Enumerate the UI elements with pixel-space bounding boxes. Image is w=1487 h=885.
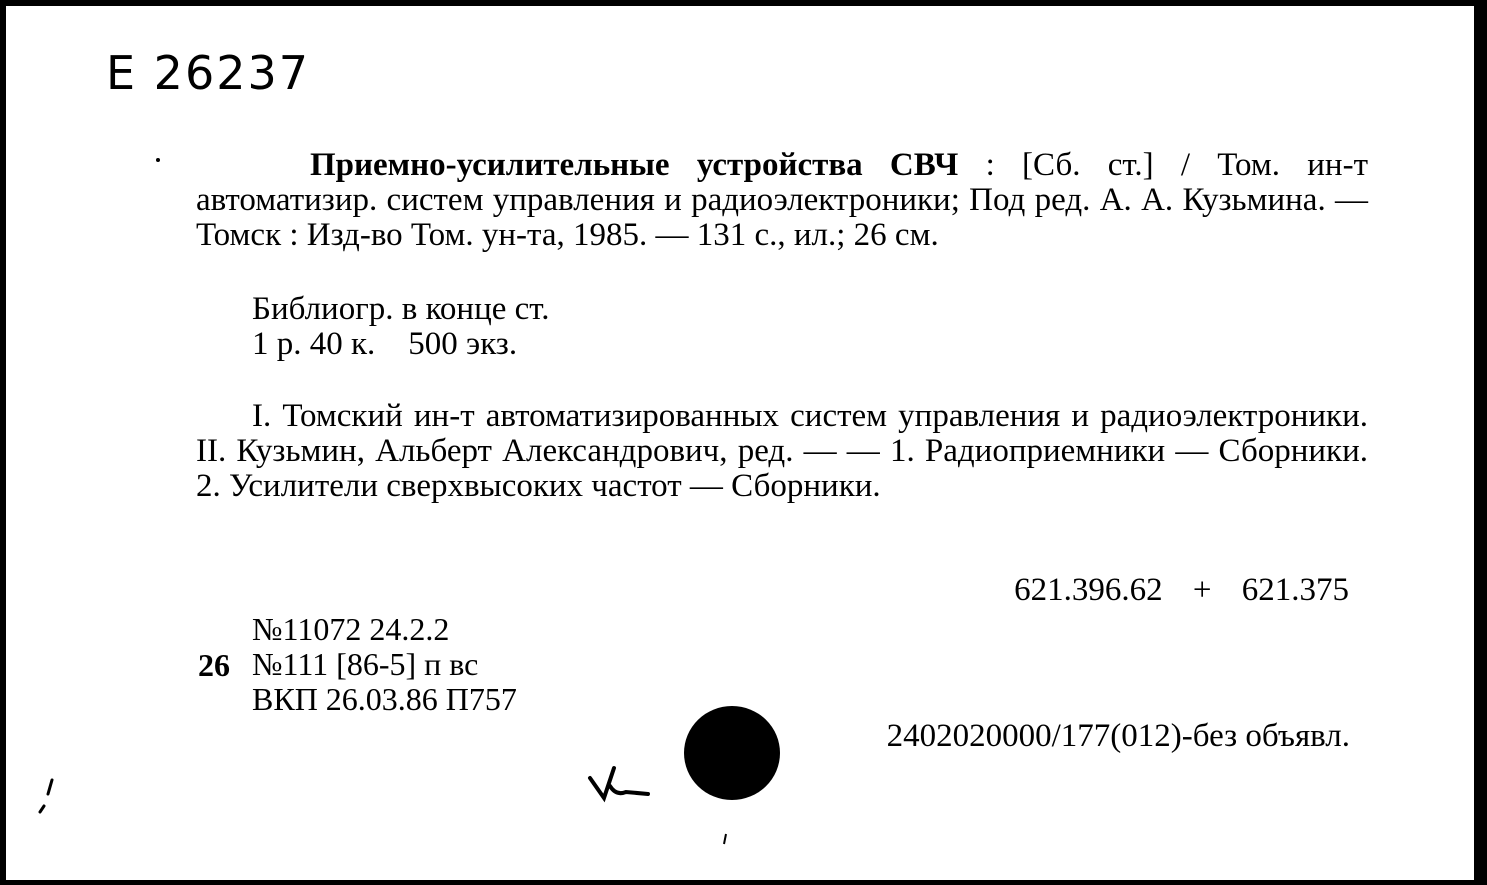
price-and-print-run: 1 р. 40 к. 500 экз. bbox=[252, 326, 518, 362]
udc-index: 621.396.62 + 621.375 bbox=[1014, 572, 1349, 608]
control-line-1: №11072 24.2.2 bbox=[252, 611, 450, 647]
margin-mark bbox=[36, 776, 60, 816]
dot-mark bbox=[154, 156, 162, 164]
control-line-3: ВКП 26.03.86 П757 bbox=[252, 681, 517, 717]
bibliographic-description bbox=[196, 148, 1368, 253]
description-text: : [Сб. ст.] / Том. ин-т автоматизир. систем управления и радиоэлектроники; Под ред. А. А. Кузьмина. — Томск : Изд-во Том. ун-та, 1985. — 131 с., ил.; 26 см. bbox=[196, 147, 1368, 253]
speck-mark bbox=[720, 832, 730, 848]
control-number: 26 bbox=[198, 647, 230, 683]
ink-blot bbox=[684, 706, 780, 800]
bibliography-note: Библиогр. в конце ст. bbox=[252, 291, 550, 327]
call-number: Е 26237 bbox=[106, 46, 311, 100]
tracings-text: I. Томский ин-т автоматизированных систем управления и радиоэлектроники. II. Кузьмин, Альберт Александрович, ред. — — 1. Радиоприемники — Сборники. 2. Усилители сверхвысоких частот — Сборники. bbox=[196, 398, 1368, 504]
isbn-code: 2402020000/177(012)-без объявл. bbox=[886, 718, 1350, 754]
handwritten-mark bbox=[586, 756, 656, 806]
control-line-2: №111 [86-5] п вс bbox=[252, 646, 479, 682]
book-title: Приемно-усилительные устройства СВЧ bbox=[310, 147, 959, 183]
subject-tracings bbox=[196, 399, 1368, 504]
